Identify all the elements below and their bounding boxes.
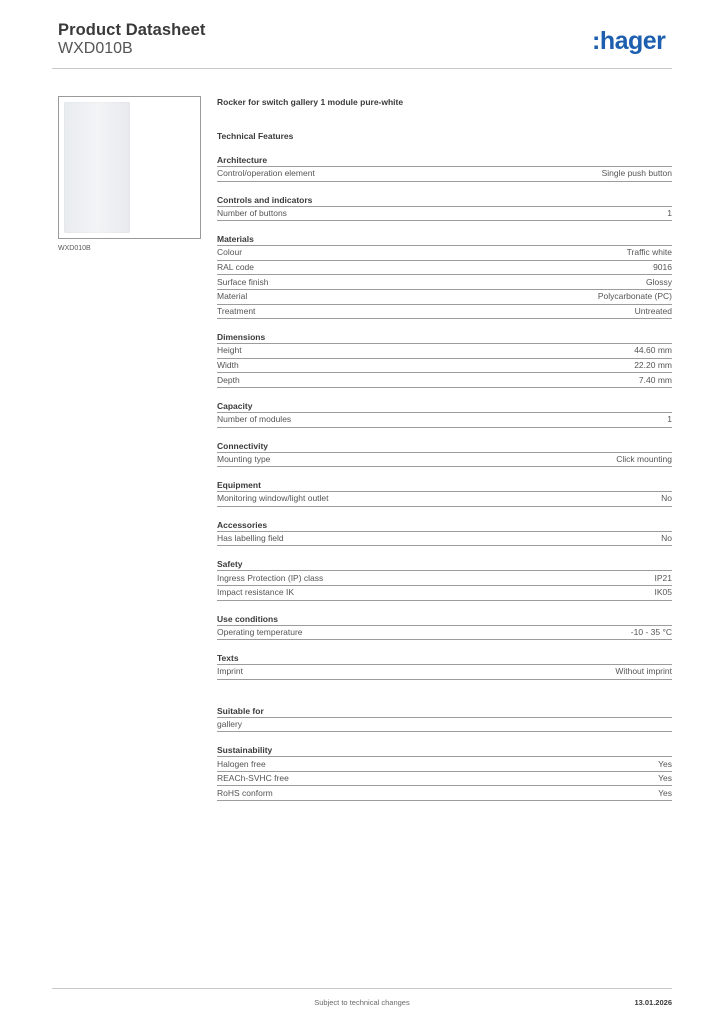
spec-row bbox=[217, 625, 672, 641]
spec-label: Height bbox=[217, 345, 242, 356]
section-texts bbox=[217, 653, 672, 680]
section-architecture bbox=[217, 155, 672, 182]
spec-value: 22.20 mm bbox=[634, 360, 672, 371]
svg-text::hager: :hager bbox=[592, 27, 666, 55]
spec-label: Imprint bbox=[217, 666, 243, 677]
spec-row bbox=[217, 166, 672, 182]
spec-value: Yes bbox=[658, 773, 672, 784]
section-capacity bbox=[217, 401, 672, 428]
footer-date: 13.01.2026 bbox=[634, 998, 672, 1007]
spec-row bbox=[217, 274, 672, 289]
spec-value: Traffic white bbox=[626, 247, 672, 258]
product-image-caption: WXD010B bbox=[58, 245, 91, 252]
section-accessories bbox=[217, 520, 672, 547]
spec-row bbox=[217, 412, 672, 428]
section-connectivity bbox=[217, 441, 672, 468]
spec-label: Has labelling field bbox=[217, 533, 284, 544]
section-title: Dimensions bbox=[217, 332, 266, 343]
section-controls-and-indicators bbox=[217, 195, 672, 222]
section-rows bbox=[217, 245, 672, 319]
spec-label: Treatment bbox=[217, 305, 256, 316]
spec-value: Yes bbox=[658, 787, 672, 798]
datasheet-content bbox=[217, 96, 672, 801]
hager-logo bbox=[592, 26, 676, 56]
section-materials bbox=[217, 234, 672, 319]
footer-note: Subject to technical changes bbox=[314, 998, 410, 1007]
section-rows bbox=[217, 625, 672, 641]
spec-value: Untreated bbox=[634, 305, 672, 316]
section-title: Controls and indicators bbox=[217, 194, 313, 205]
section-equipment bbox=[217, 480, 672, 507]
spec-label: Ingress Protection (IP) class bbox=[217, 572, 324, 583]
section-rows bbox=[217, 664, 672, 680]
spec-row bbox=[217, 664, 672, 680]
section-rows bbox=[217, 531, 672, 547]
section-rows bbox=[217, 452, 672, 468]
spec-row bbox=[217, 260, 672, 275]
spec-label: Monitoring window/light outlet bbox=[217, 493, 329, 504]
spec-label: Mounting type bbox=[217, 453, 271, 464]
spec-label: Impact resistance IK bbox=[217, 587, 295, 598]
spec-label: Number of buttons bbox=[217, 207, 287, 218]
section-dimensions bbox=[217, 332, 672, 388]
spec-value: 9016 bbox=[653, 262, 672, 273]
spec-label: Operating temperature bbox=[217, 626, 303, 637]
section-rows bbox=[217, 206, 672, 222]
section-rows bbox=[217, 343, 672, 388]
spec-row bbox=[217, 358, 672, 373]
footer-divider bbox=[52, 988, 672, 989]
section-title: Texts bbox=[217, 653, 239, 664]
spec-value: 1 bbox=[667, 207, 672, 218]
spec-label: RoHS conform bbox=[217, 787, 273, 798]
spec-label: REACh-SVHC free bbox=[217, 773, 289, 784]
spec-row bbox=[217, 531, 672, 547]
section-rows bbox=[217, 756, 672, 801]
section-title: Connectivity bbox=[217, 440, 269, 451]
spec-value: 1 bbox=[667, 414, 672, 425]
section-rows bbox=[217, 717, 672, 733]
section-title: Suitable for bbox=[217, 705, 264, 716]
section-title: Sustainability bbox=[217, 745, 273, 756]
section-rows bbox=[217, 412, 672, 428]
spec-value: Polycarbonate (PC) bbox=[597, 291, 672, 302]
section-title: Safety bbox=[217, 559, 243, 570]
spec-value: -10 - 35 °C bbox=[630, 626, 672, 637]
section-use-conditions bbox=[217, 614, 672, 641]
header-divider bbox=[52, 68, 672, 69]
section-rows bbox=[217, 166, 672, 182]
spec-value: 7.40 mm bbox=[638, 374, 672, 385]
spec-label: Number of modules bbox=[217, 414, 292, 425]
spec-label: Depth bbox=[217, 374, 240, 385]
spec-row bbox=[217, 717, 672, 733]
page-title: Product Datasheet bbox=[58, 21, 206, 39]
spec-row bbox=[217, 756, 672, 771]
section-title: Accessories bbox=[217, 519, 268, 530]
spec-label: RAL code bbox=[217, 262, 255, 273]
spec-row bbox=[217, 585, 672, 601]
section-suitable-for bbox=[217, 706, 672, 733]
spec-value: No bbox=[661, 533, 672, 544]
spec-row bbox=[217, 491, 672, 507]
section-title: Equipment bbox=[217, 480, 261, 491]
product-name: Rocker for switch gallery 1 module pure-white bbox=[217, 97, 404, 107]
section-title: Capacity bbox=[217, 400, 253, 411]
spec-value: Glossy bbox=[646, 276, 672, 287]
spec-value: Single push button bbox=[601, 168, 672, 179]
spec-row bbox=[217, 372, 672, 388]
spec-row bbox=[217, 245, 672, 260]
spec-row bbox=[217, 785, 672, 801]
section-safety bbox=[217, 559, 672, 600]
spec-label: Surface finish bbox=[217, 276, 269, 287]
spec-label: Control/operation element bbox=[217, 168, 315, 179]
spec-label: Colour bbox=[217, 247, 243, 258]
product-image-frame bbox=[58, 96, 201, 239]
technical-features-heading: Technical Features bbox=[217, 131, 294, 141]
spec-value: No bbox=[661, 493, 672, 504]
spec-value: Without imprint bbox=[615, 666, 672, 677]
feature-sections bbox=[217, 155, 672, 801]
section-title: Use conditions bbox=[217, 613, 278, 624]
spec-value: IK05 bbox=[654, 587, 672, 598]
product-code: WXD010B bbox=[58, 40, 133, 57]
spec-row bbox=[217, 570, 672, 585]
spec-value: IP21 bbox=[654, 572, 672, 583]
section-title: Architecture bbox=[217, 155, 268, 165]
product-image bbox=[64, 102, 130, 233]
spec-label: Material bbox=[217, 291, 248, 302]
spec-label: Width bbox=[217, 360, 239, 371]
spec-row bbox=[217, 206, 672, 222]
spec-row bbox=[217, 343, 672, 358]
spec-label: gallery bbox=[217, 718, 243, 729]
spec-row bbox=[217, 452, 672, 468]
spec-value: Click mounting bbox=[616, 453, 672, 464]
section-rows bbox=[217, 491, 672, 507]
section-sustainability bbox=[217, 745, 672, 801]
spec-label: Halogen free bbox=[217, 758, 266, 769]
spec-row bbox=[217, 771, 672, 786]
section-rows bbox=[217, 570, 672, 600]
spec-row bbox=[217, 304, 672, 320]
spec-value: Yes bbox=[658, 758, 672, 769]
spec-value: 44.60 mm bbox=[634, 345, 672, 356]
spec-row bbox=[217, 289, 672, 304]
section-title: Materials bbox=[217, 234, 254, 245]
